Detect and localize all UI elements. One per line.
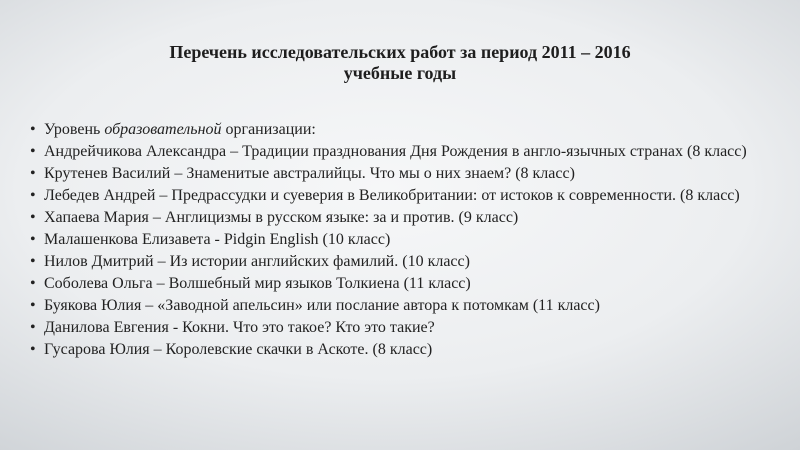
level-label-prefix: Уровень (44, 121, 105, 138)
list-item-text: Данилова Евгения - Кокни. Что это такое? Кто это такие? (44, 319, 435, 336)
slide-title (60, 42, 740, 84)
bullet: • (30, 297, 36, 314)
bullet: • (30, 165, 36, 182)
list-item (26, 231, 782, 248)
list-item-text: Буякова Юлия – «Заводной апельсин» или послание автора к потомкам (11 класс) (44, 297, 600, 314)
list-item (26, 165, 782, 182)
bullet: • (30, 319, 36, 336)
list-item-text: Малашенкова Елизавета - Pidgin English (10 класс) (44, 231, 391, 248)
list-item (26, 187, 782, 204)
list-item (26, 319, 782, 336)
level-label-emphasis: образовательной (104, 121, 222, 138)
list-item-level (26, 121, 782, 138)
list-item-text: Нилов Дмитрий – Из истории английских фамилий. (10 класс) (44, 253, 470, 270)
bullet: • (30, 187, 36, 204)
level-label-suffix: организации: (221, 121, 316, 138)
list-item (26, 253, 782, 270)
title-line-1: Перечень исследовательских работ за период 2011 – 2016 (169, 42, 631, 62)
list-item (26, 275, 782, 292)
list-item-text: Крутенев Василий – Знаменитые австралийцы. Что мы о них знаем? (8 класс) (44, 165, 575, 182)
bullet: • (30, 121, 36, 138)
list-item-text: Лебедев Андрей – Предрассудки и суеверия в Великобритании: от истоков к современности. (8 класс) (44, 187, 740, 204)
bullet: • (30, 253, 36, 270)
list-item-text: Хапаева Мария – Англицизмы в русском языке: за и против. (9 класс) (44, 209, 519, 226)
list-item (26, 143, 782, 160)
title-line-2: учебные годы (343, 63, 457, 83)
bullet: • (30, 275, 36, 292)
list-item (26, 209, 782, 226)
bullet: • (30, 341, 36, 358)
list-item (26, 341, 782, 358)
list-item-text: Гусарова Юлия – Королевские скачки в Аскоте. (8 класс) (44, 341, 433, 358)
list-item (26, 297, 782, 314)
list-item-text: Соболева Ольга – Волшебный мир языков Толкиена (11 класс) (44, 275, 471, 292)
list-item-text: Андрейчикова Александра – Традиции празднования Дня Рождения в англо-язычных странах (8 класс) (44, 143, 747, 160)
works-list (26, 121, 782, 363)
bullet: • (30, 143, 36, 160)
bullet: • (30, 231, 36, 248)
bullet: • (30, 209, 36, 226)
